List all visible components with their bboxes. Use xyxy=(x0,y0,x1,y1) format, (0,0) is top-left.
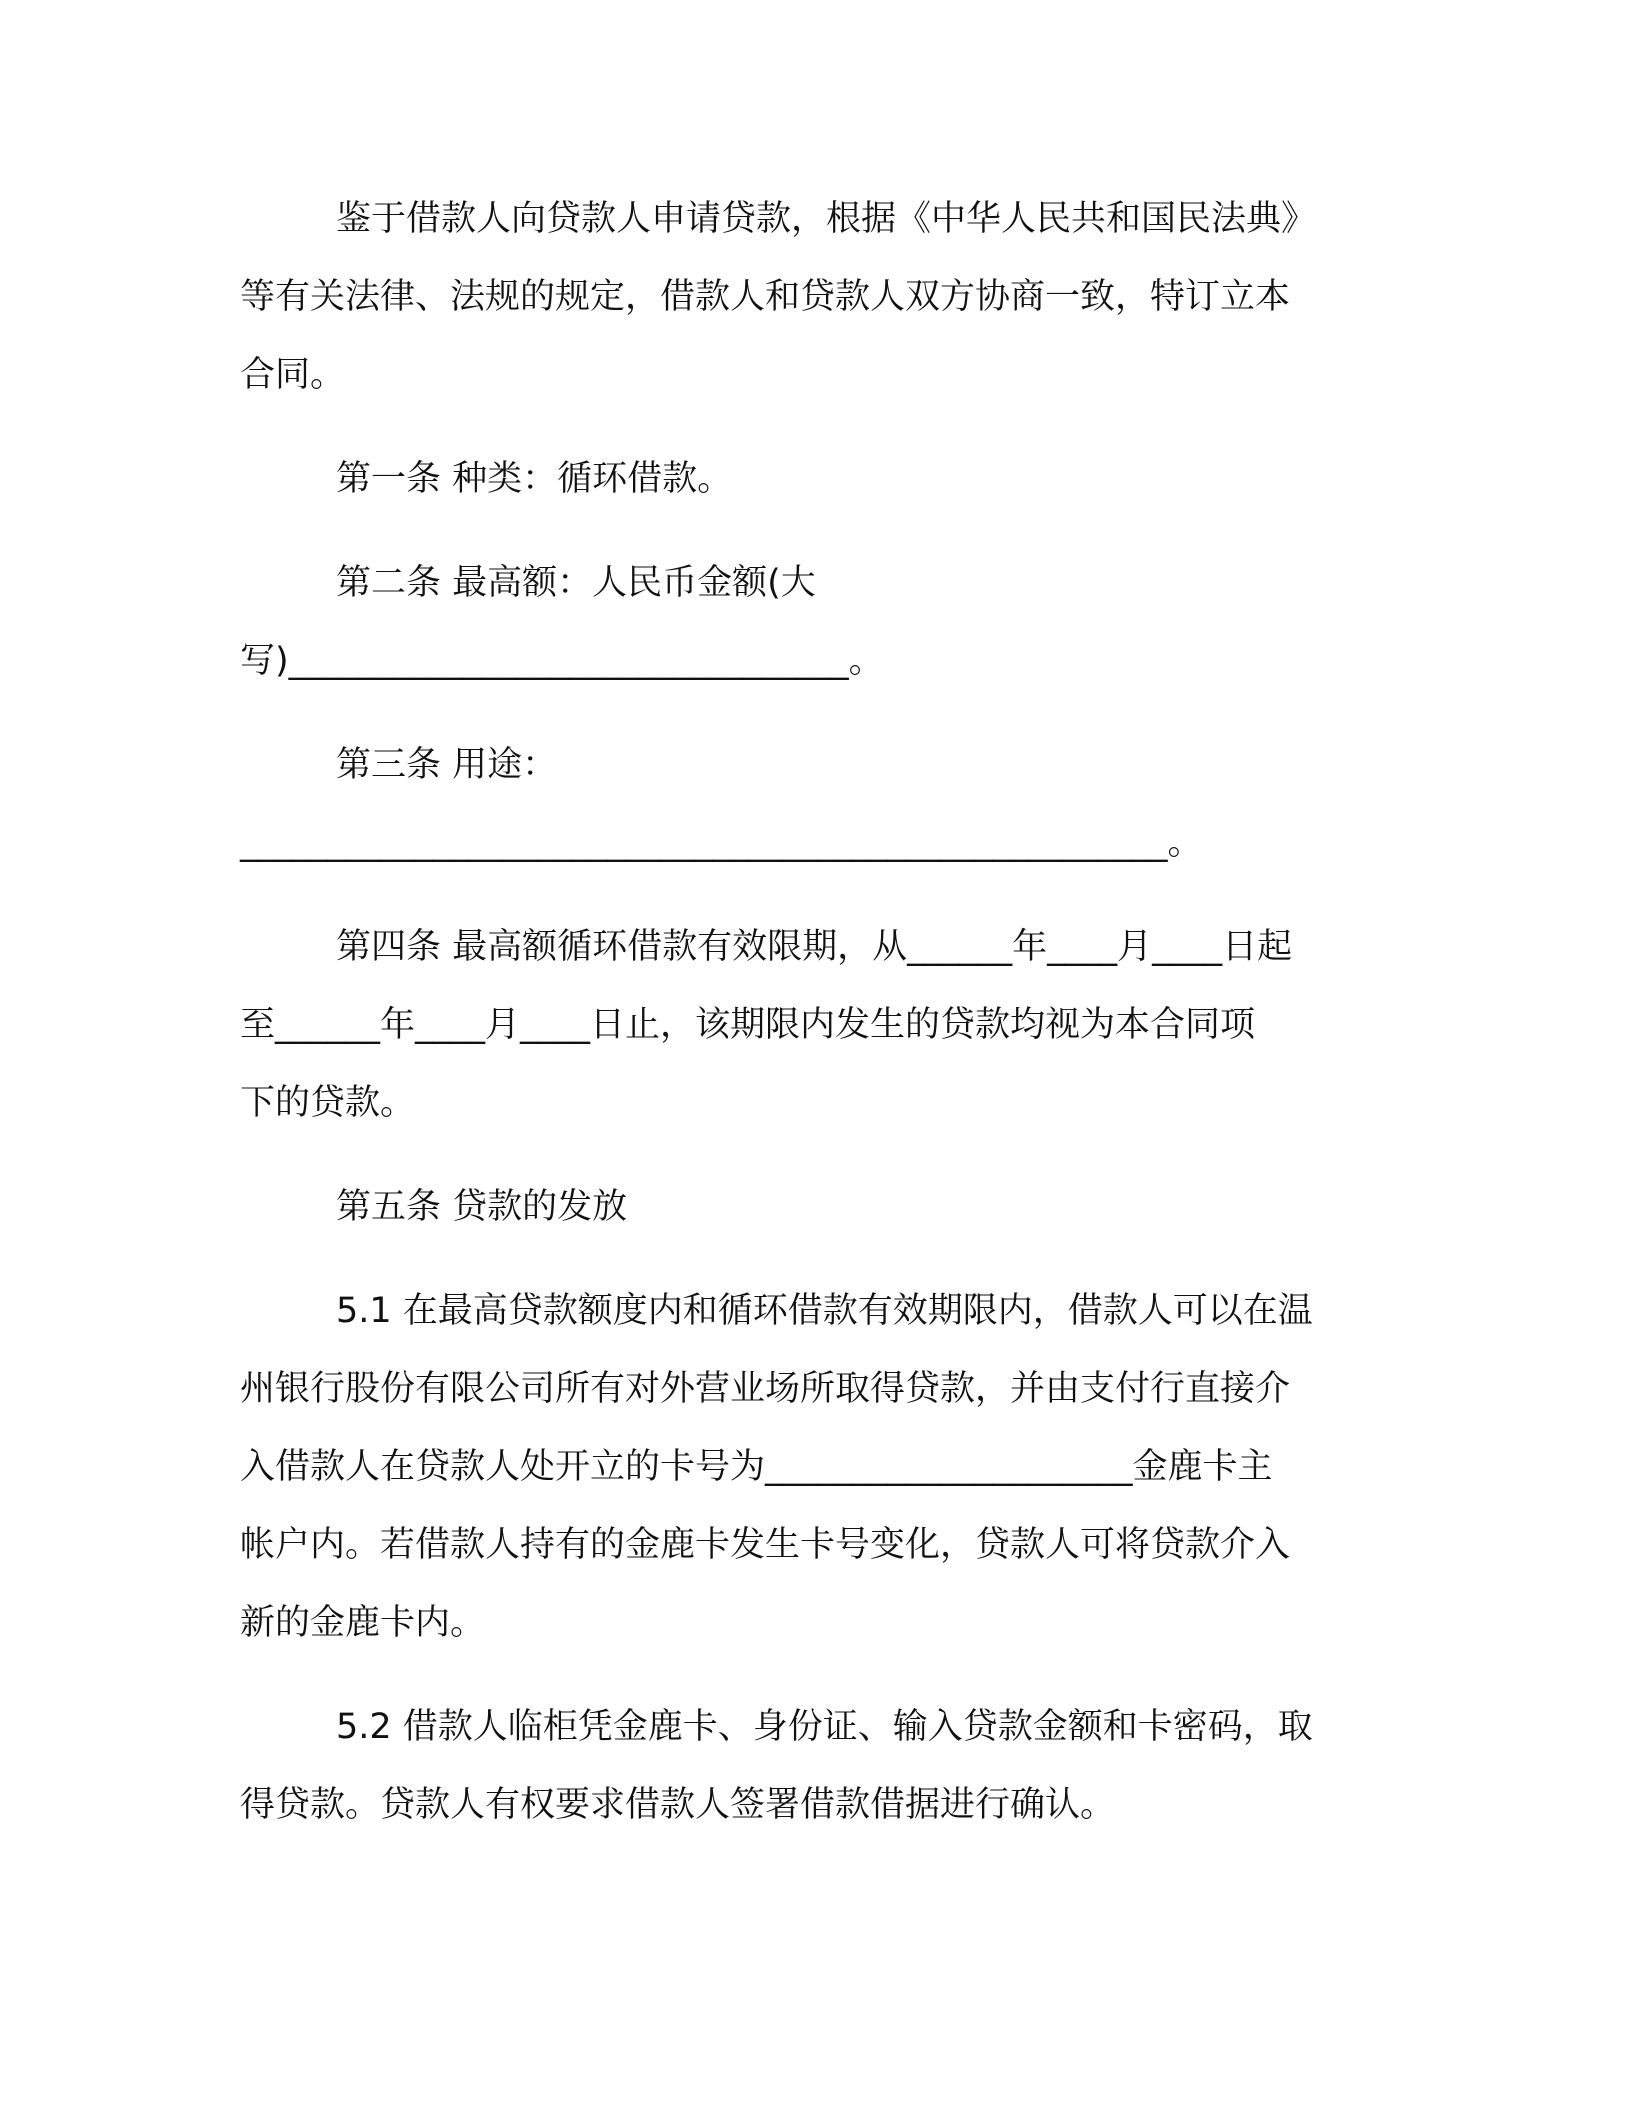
text-line: 合同。 xyxy=(240,355,346,395)
text-line: 第五条 贷款的发放 xyxy=(336,1187,628,1227)
text-line: 第一条 种类：循环借款。 xyxy=(336,459,733,499)
paragraph-article-2 xyxy=(240,544,1380,700)
text-line: 帐户内。若借款人持有的金鹿卡发生卡号变化，贷款人可将贷款介入 xyxy=(240,1525,1291,1565)
paragraph-article-3 xyxy=(240,726,1380,882)
text-line: 得贷款。贷款人有权要求借款人签署借款借据进行确认。 xyxy=(240,1785,1116,1825)
paragraph-intro xyxy=(240,180,1380,414)
contract-body xyxy=(240,180,1380,1870)
text-line: 至______年____月____日止，该期限内发生的贷款均视为本合同项 xyxy=(240,1005,1256,1045)
text-line: 第三条 用途： xyxy=(336,745,558,785)
text-line: 新的金鹿卡内。 xyxy=(240,1603,486,1643)
text-line: 州银行股份有限公司所有对外营业场所取得贷款，并由支付行直接介 xyxy=(240,1369,1291,1409)
text-line: 5.1 在最高贷款额度内和循环借款有效期限内，借款人可以在温 xyxy=(336,1291,1313,1331)
paragraph-article-1 xyxy=(240,440,1380,518)
text-line: 鉴于借款人向贷款人申请贷款，根据《中华人民共和国民法典》 xyxy=(336,199,1317,239)
text-line: 下的贷款。 xyxy=(240,1083,416,1123)
text-line: 第四条 最高额循环借款有效限期，从______年____月____日起 xyxy=(336,927,1293,967)
text-line: 第二条 最高额：人民币金额(大 xyxy=(336,563,816,603)
text-line: 等有关法律、法规的规定，借款人和贷款人双方协商一致，特订立本 xyxy=(240,277,1291,317)
text-line: 5.2 借款人临柜凭金鹿卡、身份证、输入贷款金额和卡密码，取 xyxy=(336,1707,1313,1747)
paragraph-clause-5-1 xyxy=(240,1272,1380,1662)
paragraph-article-5 xyxy=(240,1168,1380,1246)
text-line: 入借款人在贷款人处开立的卡号为_____________________金鹿卡主 xyxy=(240,1447,1273,1487)
text-line: _____________________________________________________。 xyxy=(240,823,1203,863)
paragraph-article-4 xyxy=(240,908,1380,1142)
text-line: 写)________________________________。 xyxy=(240,641,884,681)
paragraph-clause-5-2 xyxy=(240,1688,1380,1844)
